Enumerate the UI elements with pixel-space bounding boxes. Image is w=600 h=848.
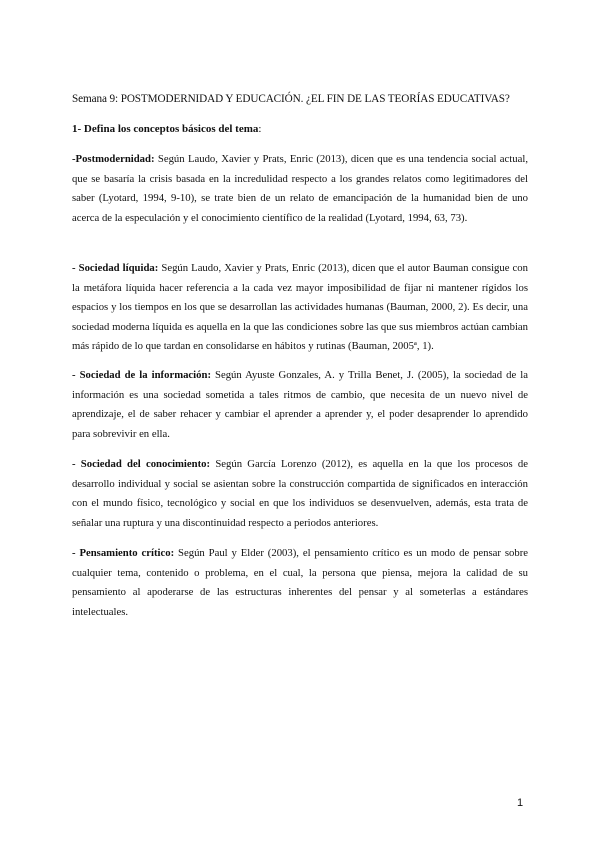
definition-text: Según García Lorenzo (2012), es aquella en la que los procesos de desarrollo individual y social se asientan sobre la construcción compartida de significados en interacción con el mundo físico, tecnológico y social en que los individuos se desenvuelven, además, esta trata de señalar una ruptura y una discontinuidad respecto a periodos anteriores. (72, 458, 528, 529)
page-number: 1 (517, 797, 524, 809)
definition-term: - Sociedad líquida: (72, 262, 159, 274)
definition-term: - Pensamiento crítico: (72, 547, 175, 559)
question-label: 1- Defina los conceptos básicos del tema (72, 123, 259, 135)
definition-text: Según Laudo, Xavier y Prats, Enric (2013), dicen que el autor Bauman consigue con la metáfora líquida hacer referencia a la cada vez mayor imposibilidad de fijar ni mantener rígidos los espacios y los tiempos en los que se desarrollan las actividades humanas (Bauman, 2000, 2). Es decir, una sociedad moderna líquida es aquella en la que las condiciones sobre las que sus miembros actúan cambian más rápido de lo que tardan en consolidarse en hábitos y rutinas (Bauman, 2005ª, 1). (72, 262, 528, 353)
document-heading: Semana 9: POSTMODERNIDAD Y EDUCACIÓN. ¿EL FIN DE LAS TEORÍAS EDUCATIVAS? (72, 93, 510, 105)
definition-text: Según Paul y Elder (2003), el pensamiento crítico es un modo de pensar sobre cualquier tema, contenido o problema, en el cual, la persona que piensa, mejora la calidad de su pensamiento al apoderarse de las estructuras inherentes del pensar y al someterlas a estándares intelectuales. (72, 547, 529, 618)
definition-term: - Sociedad del conocimiento: (72, 458, 211, 470)
definition-paragraph-sociedad-conocimiento (72, 455, 528, 533)
definition-paragraph-sociedad-informacion (72, 366, 528, 444)
definition-paragraph-postmodernidad (72, 150, 528, 228)
definition-term: - Sociedad de la información: (72, 369, 211, 381)
question-heading (72, 123, 261, 135)
definition-term: -Postmodernidad: (72, 153, 155, 165)
definition-text: Según Ayuste Gonzales, A. y Trilla Benet, J. (2005), la sociedad de la información es una sociedad sometida a tales ritmos de cambio, que necesita de un nuevo nivel de aprendizaje, el de saber rehacer y cambiar el aprender a aprender y, el poder desaprender lo aprendido para sobrevivir en ella. (72, 369, 528, 440)
question-suffix: : (258, 123, 262, 135)
definition-text: Según Laudo, Xavier y Prats, Enric (2013), dicen que es una tendencia social actual, que se basaría la crisis basada en la incredulidad respecto a los grandes relatos como legitimadores del saber (Lyotard, 1994, 9-10), se trate bien de un relato de emancipación de la humanidad bien de uno acerca de la especulación y el conocimiento científico de la realidad (Lyotard, 1994, 63, 73). (72, 153, 528, 224)
definition-paragraph-sociedad-liquida (72, 259, 528, 357)
definition-paragraph-pensamiento-critico (72, 544, 528, 622)
